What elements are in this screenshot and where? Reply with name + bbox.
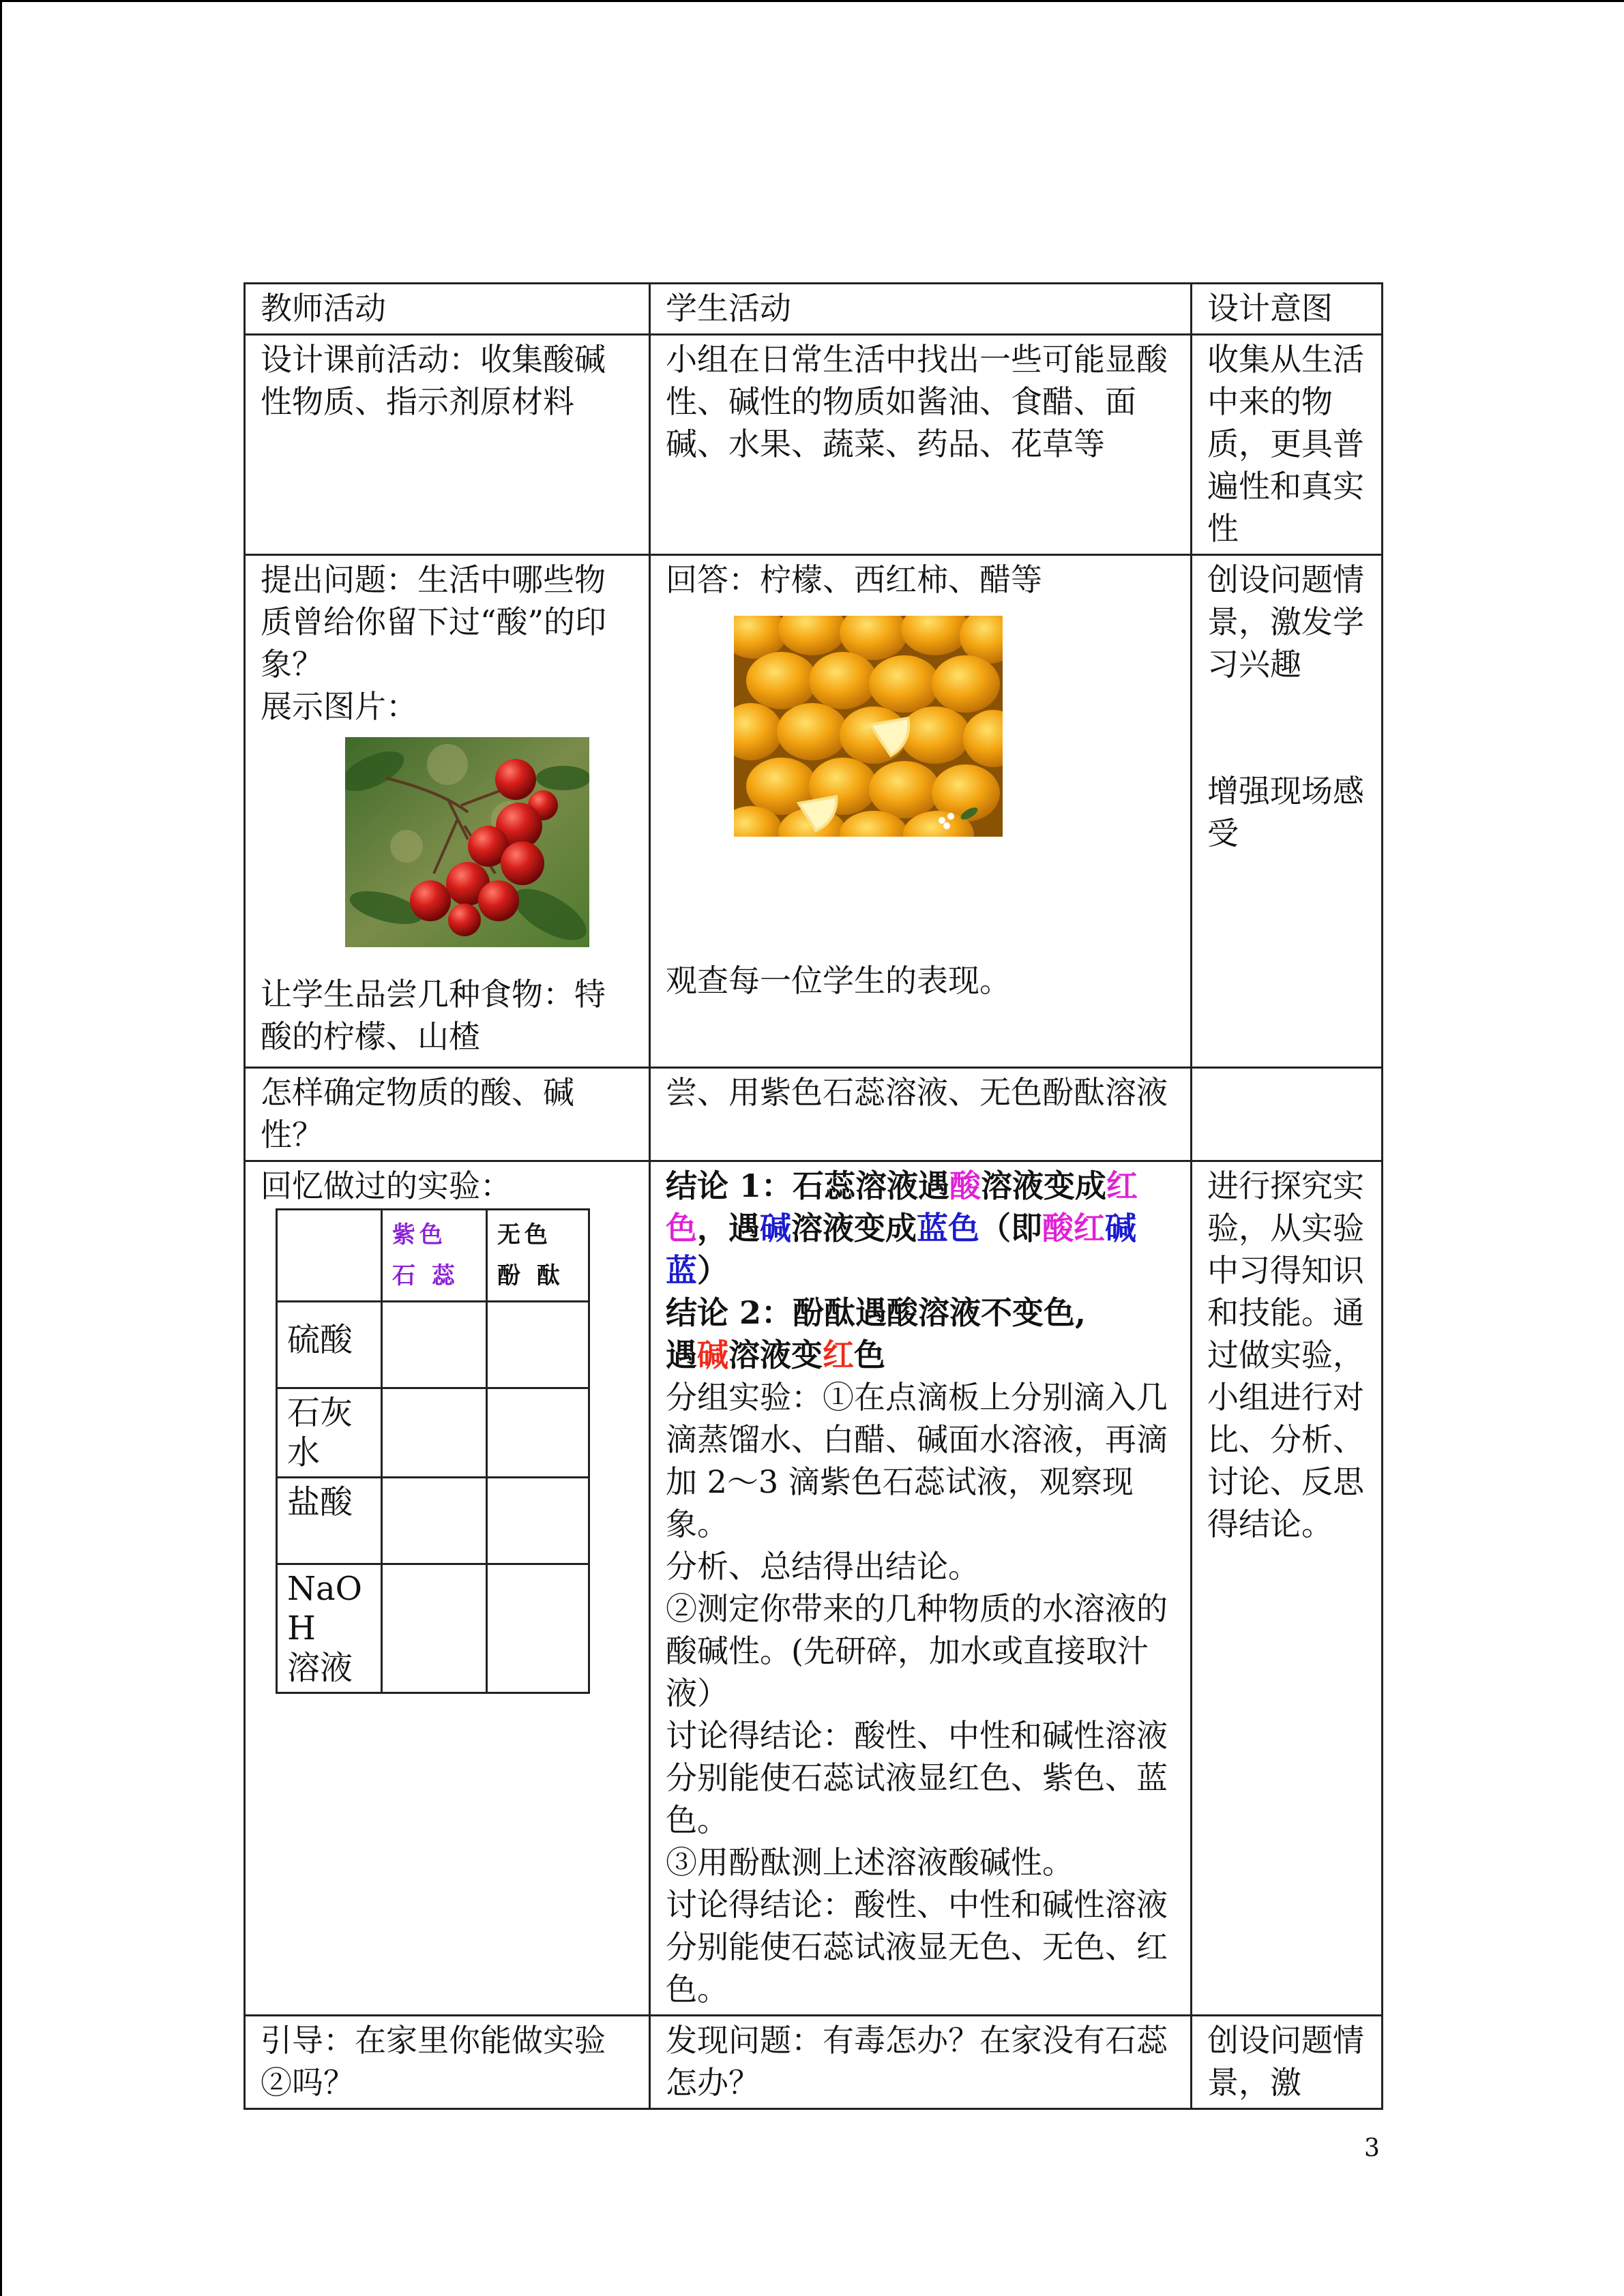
student-paragraph: 讨论得结论：酸性、中性和碱性溶液分别能使石蕊试液显红色、紫色、蓝色。	[666, 1717, 1168, 1838]
page-top-rule	[0, 0, 1624, 2]
base-word: 碱	[760, 1210, 791, 1247]
phenolphthalein-header	[487, 1210, 589, 1302]
substance-label-line1: 盐酸	[287, 1483, 353, 1521]
intent-cell: 进行探究实验，从实验中习得知识和技能。通过做实验，小组进行对比、分析、讨论、反思得结论。	[1192, 1161, 1383, 2016]
empty-cell	[382, 1302, 487, 1388]
table-row	[245, 555, 1383, 1068]
teacher-cell: 设计课前活动：收集酸碱性物质、指示剂原材料	[245, 335, 650, 555]
header-teacher-activity: 教师活动	[245, 284, 650, 335]
substance-label-line1: 石灰	[287, 1394, 353, 1432]
empty-cell	[487, 1478, 589, 1564]
student-cell: 尝、用紫色石蕊溶液、无色酚酞溶液	[650, 1068, 1192, 1161]
conclusion-2-text: 遇	[666, 1337, 697, 1373]
conclusion-2	[666, 1292, 1177, 1376]
teacher-cell	[245, 555, 650, 1068]
student-cell	[650, 555, 1192, 1068]
phenolphthalein-label-line1: 无色	[497, 1221, 552, 1249]
teacher-cell	[245, 1161, 650, 2016]
table-row	[245, 1068, 1383, 1161]
table-header-row	[245, 284, 1383, 335]
teacher-question: 提出问题：生活中哪些物质曾给你留下过“酸”的印象？	[261, 561, 607, 683]
intent-a: 创设问题情景，激发学习兴趣	[1207, 561, 1364, 683]
red-color-word: 红	[823, 1337, 854, 1373]
conclusion-1-text: ）	[697, 1252, 728, 1289]
intent-cell	[1192, 1068, 1383, 1161]
empty-cell	[487, 1564, 589, 1693]
acid-red-word: 酸红	[1042, 1210, 1105, 1247]
empty-cell	[382, 1388, 487, 1478]
intent-cell	[1192, 555, 1383, 1068]
student-paragraph: ②测定你带来的几种物质的水溶液的酸碱性。(先研碎，加水或直接取汁液）	[666, 1590, 1168, 1712]
student-paragraph: 分析、总结得出结论。	[666, 1548, 979, 1585]
empty-cell	[382, 1478, 487, 1564]
substance-label	[277, 1388, 382, 1478]
conclusion-1-text: ，遇	[697, 1210, 760, 1247]
teacher-taste-task: 让学生品尝几种食物：特酸的柠檬、山楂	[261, 976, 606, 1055]
red-color-word: 红色	[666, 1167, 1138, 1247]
conclusion-2-text: 色	[854, 1337, 885, 1373]
indicator-corner-cell	[277, 1210, 382, 1302]
conclusion-2-text: 结论 2：酚酞遇酸溶液不变色,	[666, 1294, 1087, 1331]
intent-cell: 创设问题情景，激	[1192, 2016, 1383, 2109]
table-row	[277, 1478, 589, 1564]
empty-cell	[487, 1302, 589, 1388]
litmus-header	[382, 1210, 487, 1302]
lemons-icon	[734, 616, 1003, 837]
blue-color-word: 蓝色	[917, 1210, 979, 1247]
acid-word: 酸	[949, 1167, 981, 1204]
indicator-header-row	[277, 1210, 589, 1302]
student-paragraph: 分组实验：①在点滴板上分别滴入几滴蒸馏水、白醋、碱面水溶液，再滴加 2～3 滴紫色石蕊试液，观察现象。	[666, 1379, 1168, 1542]
empty-cell	[487, 1388, 589, 1478]
table-row	[277, 1302, 589, 1388]
conclusion-2-text: 溶液变	[728, 1337, 823, 1373]
conclusion-1-text: 结论 1：石蕊溶液遇	[666, 1167, 950, 1204]
hawthorn-image	[345, 737, 589, 947]
substance-label-line1: 硫酸	[287, 1321, 353, 1359]
substance-label	[277, 1478, 382, 1564]
student-cell: 发现问题：有毒怎办？在家没有石蕊怎办？	[650, 2016, 1192, 2109]
table-row	[245, 2016, 1383, 2109]
student-cell	[650, 1161, 1192, 2016]
page-left-rule	[0, 0, 2, 2296]
table-row	[277, 1388, 589, 1478]
litmus-label-line1: 紫色	[392, 1221, 447, 1249]
table-row	[245, 335, 1383, 555]
phenolphthalein-label-line2: 酚 酞	[497, 1262, 564, 1289]
teacher-recall: 回忆做过的实验：	[261, 1167, 512, 1204]
conclusion-1-text: 溶液变成	[981, 1167, 1107, 1204]
intent-b: 增强现场感受	[1207, 773, 1364, 852]
indicator-table	[276, 1208, 590, 1694]
substance-label	[277, 1564, 382, 1693]
intent-cell: 收集从生活中来的物质，更具普遍性和真实性	[1192, 335, 1383, 555]
substance-label-line2: 溶液	[287, 1649, 353, 1687]
teacher-cell: 引导：在家里你能做实验②吗？	[245, 2016, 650, 2109]
litmus-label-line2: 石 蕊	[392, 1262, 459, 1289]
substance-label	[277, 1302, 382, 1388]
student-observe: 观查每一位学生的表现。	[666, 962, 1011, 999]
table-row	[245, 1161, 1383, 2016]
substance-label-line1: NaOH	[287, 1570, 362, 1648]
teacher-show-label: 展示图片：	[261, 688, 417, 725]
student-paragraph: 讨论得结论：酸性、中性和碱性溶液分别能使石蕊试液显无色、无色、红色。	[666, 1886, 1168, 2008]
table-row	[277, 1564, 589, 1693]
base-word: 碱	[697, 1337, 728, 1373]
lesson-plan-table	[243, 282, 1383, 2110]
substance-label-line2: 水	[287, 1433, 321, 1472]
conclusion-1-text: 溶液变成	[791, 1210, 917, 1247]
teacher-cell: 怎样确定物质的酸、碱性？	[245, 1068, 650, 1161]
base-blue-word: 碱蓝	[666, 1210, 1136, 1289]
empty-cell	[382, 1564, 487, 1693]
conclusion-1-text: （即	[979, 1210, 1042, 1247]
student-answer: 回答：柠檬、西红柿、醋等	[666, 561, 1042, 598]
hawthorn-berries-icon	[345, 737, 589, 947]
student-paragraph: ③用酚酞测上述溶液酸碱性。	[666, 1844, 1074, 1881]
header-design-intent: 设计意图	[1192, 284, 1383, 335]
page-number: 3	[1364, 2134, 1380, 2162]
header-student-activity: 学生活动	[650, 284, 1192, 335]
conclusion-1	[666, 1165, 1177, 1292]
lemons-image	[734, 616, 1003, 837]
student-cell: 小组在日常生活中找出一些可能显酸性、碱性的物质如酱油、食醋、面碱、水果、蔬菜、药品、花草等	[650, 335, 1192, 555]
